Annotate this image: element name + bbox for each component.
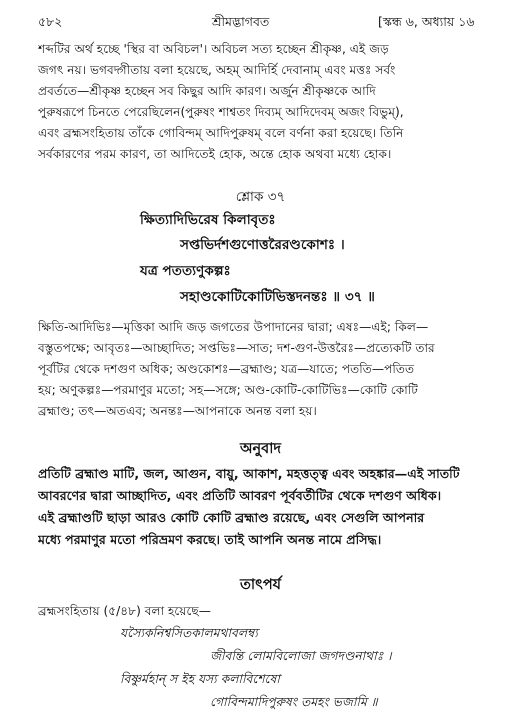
translation-line: মধ্যে পরমাণুর মতো পরিভ্রমণ করছে। তাই আপনি অনন্ত নামে প্রসিদ্ধ। xyxy=(38,532,382,547)
synonym-line: বস্তুতপক্ষে; আবৃতঃ—আচ্ছাদিত; সপ্তভিঃ—সাত; দশ-গুণ-উত্তরৈঃ—প্রত্যেকটি তার xyxy=(38,341,435,355)
verse-line: সপ্তভির্দশগুণোত্তরৈরণ্ডকোশঃ । xyxy=(180,237,345,253)
intro-line: শব্দটির অর্থ হচ্ছে 'স্থির বা অবিচল'। অবিচল সত্য হচ্ছেন শ্রীকৃষ্ণ, এই জড় xyxy=(38,42,389,56)
verse-line: সহাণ্ডকোটিকোটিভিস্তদনন্তঃ ॥ ৩৭ ॥ xyxy=(180,289,375,305)
synonym-line: ক্ষিতি-আদিভিঃ—মৃত্তিকা আদি জড় জগতের উপাদানের দ্বারা; এষঃ—এই; কিল— xyxy=(38,320,429,334)
verse-line: ক্ষিত্যাদিভিরেষ কিলাবৃতঃ xyxy=(140,212,276,228)
intro-line: সর্বকারণের পরম কারণ, তা আদিতেই হোক, অন্তে হোক অথবা মধ্যে হোক। xyxy=(38,147,392,161)
purport-heading: তাৎপর্য xyxy=(239,577,282,593)
verse-line: যত্র পতত্যণুকল্পঃ xyxy=(140,263,231,279)
intro-line: এবং ব্রহ্মসংহিতায় তাঁকে গোবিন্দম্ আদিপুরুষম্ বলে বর্ণনা করা হয়েছে। তিনি xyxy=(38,126,404,140)
intro-line: পুরুষরূপে চিনতে পেরেছিলেন(পুরুষং শাশ্বতং দিব্যম্ আদিদেবম্ অজং বিভুম্), xyxy=(38,105,404,119)
intro-line: জগৎ নয়। ভগবদ্গীতায় বলা হয়েছে, অহম্ আদির্হি দেবানাম্ এবং মত্তঃ সর্বং xyxy=(38,63,396,77)
book-title: শ্রীমদ্ভাগবত xyxy=(212,14,270,29)
purport-quote-line: জীবন্তি লোমবিলোজা জগদণ্ডনাথাঃ । xyxy=(210,649,392,663)
section-reference: [স্কন্ধ ৬, অধ্যায় ১৬ xyxy=(378,14,475,29)
intro-line: প্রবর্ততে—শ্রীকৃষ্ণ হচ্ছেন সব কিছুর আদি কারণ। অর্জুন শ্রীকৃষ্ণকে আদি xyxy=(38,84,376,98)
translation-line: আবরণের দ্বারা আচ্ছাদিত, এবং প্রতিটি আবরণ পূর্ববর্তীটির থেকে দশগুণ অধিক। xyxy=(38,488,442,503)
synonym-line: হয়; অণুকল্পঃ—পরমাণুর মতো; সহ—সঙ্গে; অণ্ড-কোটি-কোটিভিঃ—কোটি কোটি xyxy=(38,383,418,397)
translation-heading: অনুবাদ xyxy=(239,441,282,457)
verse-heading: শ্লোক ৩৭ xyxy=(235,189,286,205)
translation-line: এই ব্রহ্মাণ্ডটি ছাড়া আরও কোটি কোটি ব্রহ্মাণ্ড রয়েছে, এবং সেগুলি আপনার xyxy=(38,510,425,525)
synonym-line: পূর্বটির থেকে দশগুণ অধিক; অণ্ডকোশঃ—ব্রহ্মাণ্ড; যত্র—যাতে; পততি—পতিত xyxy=(38,362,415,376)
purport-quote-line: গোবিন্দমাদিপুরুষং তমহং ভজামি ॥ xyxy=(210,695,378,709)
page-number: ৫৮২ xyxy=(38,14,63,29)
synonym-line: ব্রহ্মাণ্ড; তৎ—অতএব; অনন্তঃ—আপনাকে অনন্ত বলা হয়। xyxy=(38,404,317,418)
purport-intro: ব্রহ্মসংহিতায় (৫/৪৮) বলা হয়েছে— xyxy=(38,604,211,618)
purport-quote-line: যস্যৈকনিশ্বসিতকালমথাবলম্ব্য xyxy=(120,626,258,640)
purport-quote-line: বিষ্ণুর্মহান্ স ইহ যস্য কলাবিশেষো xyxy=(120,672,280,686)
translation-line: প্রতিটি ব্রহ্মাণ্ড মাটি, জল, আগুন, বায়ু, আকাশ, মহত্তত্ত্ব এবং অহঙ্কার—এই সাতটি xyxy=(38,466,460,481)
